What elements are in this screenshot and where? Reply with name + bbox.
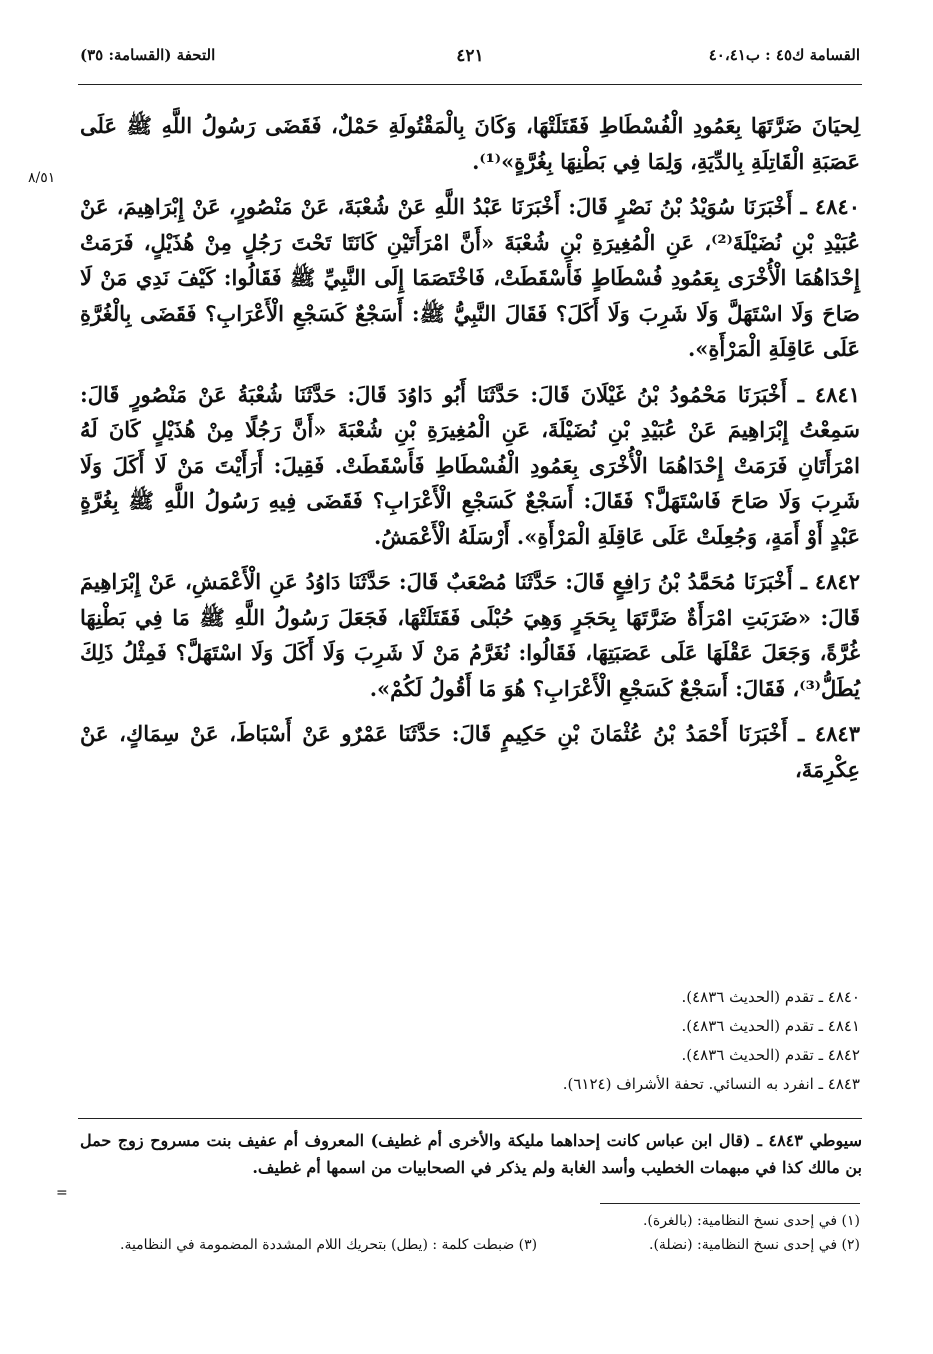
suyuti-note: سيوطي ٤٨٤٣ ـ (قال ابن عباس كانت إحداهما مليكة والأخرى أم غطيف) المعروف أم عفيف بنت مسروح زوج حمل بن مالك كذا في مبهمات الخطيب وأسد الغابة ولم يذكر في الصحابيات من اسمها أم غطيف. bbox=[80, 1131, 863, 1177]
hadith-4843 bbox=[80, 716, 860, 787]
takhrij-notes bbox=[300, 983, 860, 1099]
hadith-number: ٤٨٤١ ـ bbox=[797, 381, 861, 407]
appendix-divider bbox=[78, 1118, 862, 1119]
hadith-number: ٤٨٤٠ ـ bbox=[800, 194, 860, 219]
footnotes bbox=[80, 1209, 860, 1257]
margin-reference: ٨/٥١ bbox=[28, 170, 56, 186]
paragraph-text: أَخْبَرَنَا مُحَمَّدُ بْنُ رَافِعٍ قَالَ: حَدَّثَنَا مُصْعَبٌ قَالَ: حَدَّثَنَا دَاوُدُ عَنِ الْأَعْمَشِ، عَنْ إِبْرَاهِيمَ قَالَ: «ضَرَبَتِ امْرَأَةٌ ضَرَّتَهَا بِحَجَرٍ وَهِيَ حُبْلَى فَقَتَلَتْهَا، فَجَعَلَ رَسُولُ اللَّهِ ﷺ مَا فِي بَطْنِهَا غُرَّةً، وَجَعَلَ عَقْلَهَا عَلَى عَصَبَتِهَا، فَقَالُوا: نُغَرَّمُ مَنْ لَا شَرِبَ وَلَا أَكَلَ وَلَا اسْتَهَلَّ؟ فَمِثْلُ ذَلِكَ يُطَلُّ⁽³⁾، فَقَالَ: أَسَجْعٌ كَسَجْعِ الْأَعْرَابِ؟ هُوَ مَا أَقُولُ لَكُمْ». bbox=[80, 569, 861, 701]
hadith-4840 bbox=[80, 189, 860, 367]
header-divider bbox=[78, 84, 862, 85]
paragraph-text: أَخْبَرَنَا أَحْمَدُ بْنُ عُثْمَانَ بْنِ حَكِيمٍ قَالَ: حَدَّثَنَا عَمْرٌو عَنْ أَسْبَاطَ، عَنْ سِمَاكٍ، عَنْ عِكْرِمَةَ، bbox=[80, 721, 860, 782]
hadith-number: ٤٨٤٢ ـ bbox=[800, 569, 860, 594]
running-header bbox=[80, 46, 860, 74]
page-number: ٤٢١ bbox=[456, 46, 484, 66]
paragraph-text: أَخْبَرَنَا سُوَيْدُ بْنُ نَصْرٍ قَالَ: أَخْبَرَنَا عَبْدُ اللَّهِ عَنْ شُعْبَةَ، عَنْ مَنْصُورٍ، عَنْ إِبْرَاهِيمَ، عَنْ عُبَيْدِ بْنِ نُضَيْلَةَ⁽²⁾، عَنِ الْمُغِيرَةِ بْنِ شُعْبَةَ «أَنَّ امْرَأَتَيْنِ كَانَتَا تَحْتَ رَجُلٍ مِنْ هُذَيْلٍ، فَرَمَتْ إِحْدَاهُمَا الْأُخْرَى بِعَمُودِ فُسْطَاطٍ فَأَسْقَطَتْ، فَاخْتَصَمَا إِلَى النَّبِيِّ ﷺ فَقَالُوا: كَيْفَ نَدِي مَنْ لَا صَاحَ وَلَا اسْتَهَلَّ وَلَا شَرِبَ وَلَا أَكَلَ؟ فَقَالَ النَّبِيُّ ﷺ: أَسَجْعٌ كَسَجْعِ الْأَعْرَابِ؟ فَقَضَى بِالْغُرَّةِ عَلَى عَاقِلَةِ الْمَرْأَةِ». bbox=[80, 194, 860, 361]
running-head-tuhfa: التحفة (القسامة: ٣٥) bbox=[80, 46, 216, 64]
takhrij-note: ٤٨٤٢ ـ تقدم (الحديث ٤٨٣٦). bbox=[681, 1046, 860, 1064]
paragraph-text: أَخْبَرَنَا مَحْمُودُ بْنُ غَيْلَانَ قَالَ: حَدَّثَنَا أَبُو دَاوُدَ قَالَ: حَدَّثَنَا شُعْبَةُ عَنْ مَنْصُورٍ قَالَ: سَمِعْتُ إِبْرَاهِيمَ عَنْ عُبَيْدِ بْنِ نُضَيْلَةَ، عَنِ الْمُغِيرَةِ بْنِ شُعْبَةَ «أَنَّ رَجُلًا مِنْ هُذَيْلٍ كَانَ لَهُ امْرَأَتَانِ فَرَمَتْ إِحْدَاهُمَا الْأُخْرَى بِعَمُودِ الْفُسْطَاطِ فَأَسْقَطَتْ. فَقِيلَ: أَرَأَيْتَ مَنْ لَا أَكَلَ وَلَا شَرِبَ وَلَا صَاحَ فَاسْتَهَلَّ؟ فَقَالَ: أَسَجْعٌ كَسَجْعِ الْأَعْرَابِ؟ فَقَضَى فِيهِ رَسُولُ اللَّهِ ﷺ بِغُرَّةٍ عَبْدٍ أَوْ أَمَةٍ، وَجُعِلَتْ عَلَى عَاقِلَةِ الْمَرْأَةِ». أَرْسَلَهُ الْأَعْمَشُ. bbox=[80, 381, 860, 549]
footnote-1: (١) في إحدى نسخ النظامية: (بالغرة). bbox=[642, 1213, 860, 1229]
continuation-mark: = bbox=[56, 1185, 68, 1201]
footnote-divider bbox=[600, 1203, 860, 1204]
hadith-4841 bbox=[80, 377, 860, 555]
paragraph-text: لِحيَانَ ضَرَّتَهَا بِعَمُودِ الْفُسْطَاطِ فَقَتَلَتْهَا، وَكَانَ بِالْمَقْتُولَةِ حَمْلٌ، فَقَضَى رَسُولُ اللَّهِ ﷺ عَلَى عَصَبَةِ الْقَاتِلَةِ بِالدِّيَةِ، وَلِمَا فِي بَطْنِهَا بِغُرَّةٍ»⁽¹⁾. bbox=[80, 113, 860, 174]
footnote-row bbox=[80, 1233, 860, 1257]
main-text bbox=[80, 108, 860, 797]
hadith-number: ٤٨٤٣ ـ bbox=[798, 721, 860, 746]
takhrij-note: ٤٨٤٠ ـ تقدم (الحديث ٤٨٣٦). bbox=[681, 988, 860, 1006]
footnote-2: (٢) في إحدى نسخ النظامية: (نضلة). bbox=[649, 1237, 860, 1253]
running-head-section: القسامة ك٤٥ : ب٤٠،٤١ bbox=[708, 46, 860, 64]
takhrij-note: ٤٨٤١ ـ تقدم (الحديث ٤٨٣٦). bbox=[681, 1017, 860, 1035]
takhrij-note: ٤٨٤٣ ـ انفرد به النسائي. تحفة الأشراف (٦١٢٤). bbox=[562, 1075, 860, 1093]
footnote-row bbox=[80, 1209, 860, 1233]
hadith-continuation bbox=[80, 108, 860, 179]
footnote-3: (٣) ضبطت كلمة : (يطل) بتحريك اللام المشددة المضمومة في النظامية. bbox=[120, 1237, 538, 1253]
hadith-4842 bbox=[80, 564, 860, 706]
